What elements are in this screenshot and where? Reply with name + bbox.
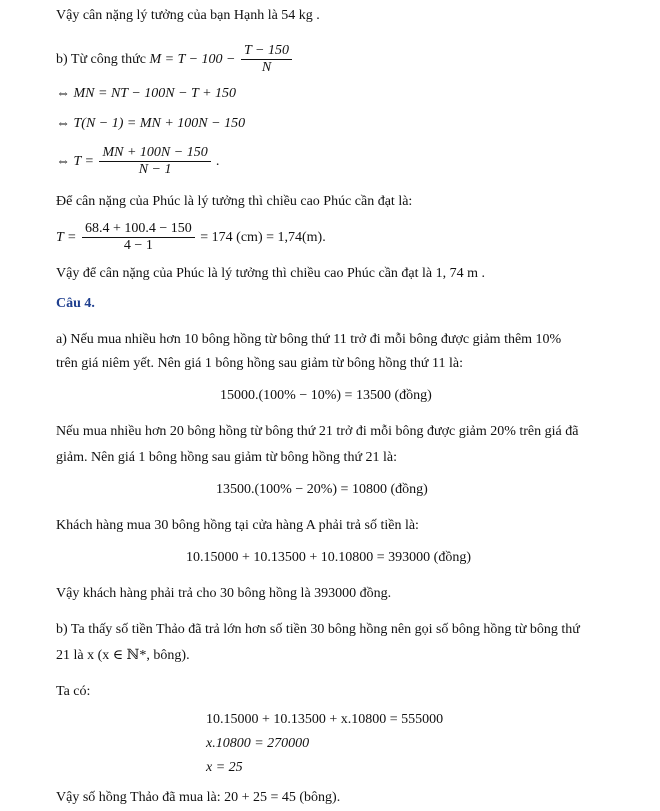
fraction-numerator: 68.4 + 100.4 − 150 [82, 221, 195, 238]
equation-line: 15000.(100% − 10%) = 13500 (đồng) [220, 388, 432, 403]
equation-line [56, 220, 326, 256]
text-line: trên giá niêm yết. Nên giá 1 bông hồng sau giảm từ bông hồng thứ 11 là: [56, 356, 463, 371]
fraction [82, 221, 195, 254]
text-line: Ta có: [56, 684, 91, 699]
text-line: a) Nếu mua nhiều hơn 10 bông hồng từ bông thứ 11 trở đi mỗi bông được giảm thêm 10% [56, 332, 562, 347]
equation-line: 13500.(100% − 20%) = 10800 (đồng) [216, 482, 428, 497]
text-line: Vậy cân nặng lý tưởng của bạn Hạnh là 54 kg . [56, 8, 320, 23]
equation-line: ⇔ T(N − 1) = MN + 100N − 150 [56, 116, 246, 131]
equation-line [56, 144, 220, 180]
text-line: b) Ta thấy số tiền Thảo đã trả lớn hơn số tiền 30 bông hồng nên gọi số bông hồng từ bông thứ [56, 622, 580, 637]
equation-line: 10.15000 + 10.13500 + 10.10800 = 393000 (đồng) [186, 550, 472, 565]
text-line: Vậy để cân nặng của Phúc là lý tưởng thì chiều cao Phúc cần đạt là 1, 74 m . [56, 266, 486, 281]
fraction [99, 145, 210, 178]
equation-line: 10.15000 + 10.13500 + x.10800 = 555000 [206, 712, 444, 727]
fraction [241, 43, 292, 76]
section-heading: Câu 4. [56, 296, 95, 311]
formula-definition [56, 40, 294, 80]
formula-lhs: ⇔ T = [56, 154, 94, 169]
text-line: Khách hàng mua 30 bông hồng tại cửa hàng A phải trả số tiền là: [56, 518, 419, 533]
text-line: Để cân nặng của Phúc là lý tưởng thì chiều cao Phúc cần đạt là: [56, 194, 413, 209]
text-line: Nếu mua nhiều hơn 20 bông hồng từ bông thứ 21 trở đi mỗi bông được giảm 20% trên giá đã [56, 424, 579, 439]
equation-line: x.10800 = 270000 [206, 736, 310, 751]
fraction-denominator: N − 1 [138, 162, 172, 178]
formula-lhs: T = [56, 230, 77, 245]
fraction-numerator: MN + 100N − 150 [99, 145, 210, 162]
formula-lhs: M = T − 100 − [149, 52, 236, 67]
text-line: Vậy số hồng Thảo đã mua là: 20 + 25 = 45 (bông). [56, 790, 341, 805]
fraction-denominator: 4 − 1 [123, 238, 153, 254]
equation-line: ⇔ MN = NT − 100N − T + 150 [56, 86, 237, 101]
text-line: Vậy khách hàng phải trả cho 30 bông hồng là 393000 đồng. [56, 586, 392, 601]
text-prefix: b) Từ công thức [56, 52, 146, 67]
punctuation: . [216, 154, 220, 169]
fraction-numerator: T − 150 [241, 43, 292, 60]
equation-line: x = 25 [206, 760, 243, 775]
fraction-denominator: N [261, 60, 272, 76]
text-line: giảm. Nên giá 1 bông hồng sau giảm từ bông hồng thứ 21 là: [56, 450, 398, 465]
formula-rhs: = 174 (cm) = 1,74(m). [200, 230, 326, 245]
text-line: 21 là x (x ∈ ℕ*, bông). [56, 648, 190, 663]
